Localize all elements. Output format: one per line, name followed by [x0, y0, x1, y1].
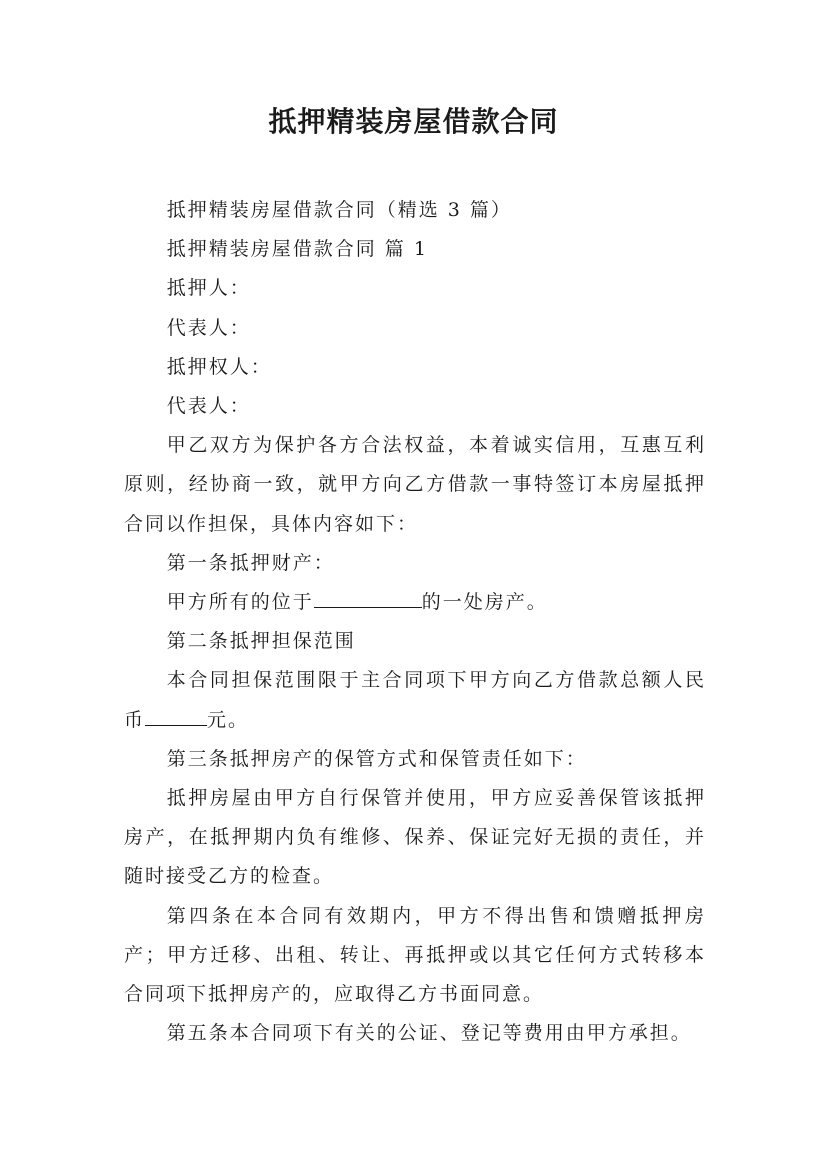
- article-3-content: 抵押房屋由甲方自行保管并使用，甲方应妥善保管该抵押房产，在抵押期内负有维修、保养、保证完好无损的责任，并随时接受乙方的检查。: [124, 787, 706, 888]
- article-1-text-before: 甲方所有的位于: [166, 591, 314, 614]
- loan-amount-blank: [145, 701, 207, 726]
- mortgagor-representative-line: 代表人：: [166, 316, 251, 339]
- preamble-paragraph: 甲乙双方为保护各方合法权益，本着诚实信用，互惠互利原则，经协商一致，就甲方向乙方借款一事特签订本房屋抵押合同以作担保，具体内容如下：: [124, 434, 706, 535]
- mortgagee-representative-line: 代表人：: [166, 395, 251, 418]
- article-2-content: [124, 661, 706, 739]
- property-location-blank: [314, 583, 422, 608]
- document-body: [124, 191, 706, 1053]
- article-2-text-after: 元。: [207, 708, 250, 731]
- mortgagee-line: 抵押权人：: [166, 355, 272, 378]
- article-4-paragraph: 第四条在本合同有效期内，甲方不得出售和馈赠抵押房产；甲方迁移、出租、转让、再抵押或以其它任何方式转移本合同项下抵押房产的，应取得乙方书面同意。: [124, 904, 706, 1006]
- subtitle-collection: 抵押精装房屋借款合同（精选 3 篇）: [166, 199, 512, 221]
- mortgagor-line: 抵押人：: [166, 277, 251, 300]
- article-3-heading: 第三条抵押房产的保管方式和保管责任如下：: [166, 747, 587, 770]
- article-2-text-before: 本合同担保范围限于主合同项下甲方向乙方借款总额人民币: [124, 669, 706, 731]
- article-1-content: [124, 583, 706, 622]
- article-1-text-after: 的一处房产。: [421, 591, 548, 614]
- subtitle-part-1: 抵押精装房屋借款合同 篇 1: [166, 238, 428, 261]
- article-2-heading: 第二条抵押担保范围: [166, 630, 356, 653]
- document-title: 抵押精装房屋借款合同: [268, 105, 559, 138]
- article-1-heading: 第一条抵押财产：: [166, 551, 335, 574]
- article-5-paragraph: 第五条本合同项下有关的公证、登记等费用由甲方承担。: [166, 1022, 692, 1045]
